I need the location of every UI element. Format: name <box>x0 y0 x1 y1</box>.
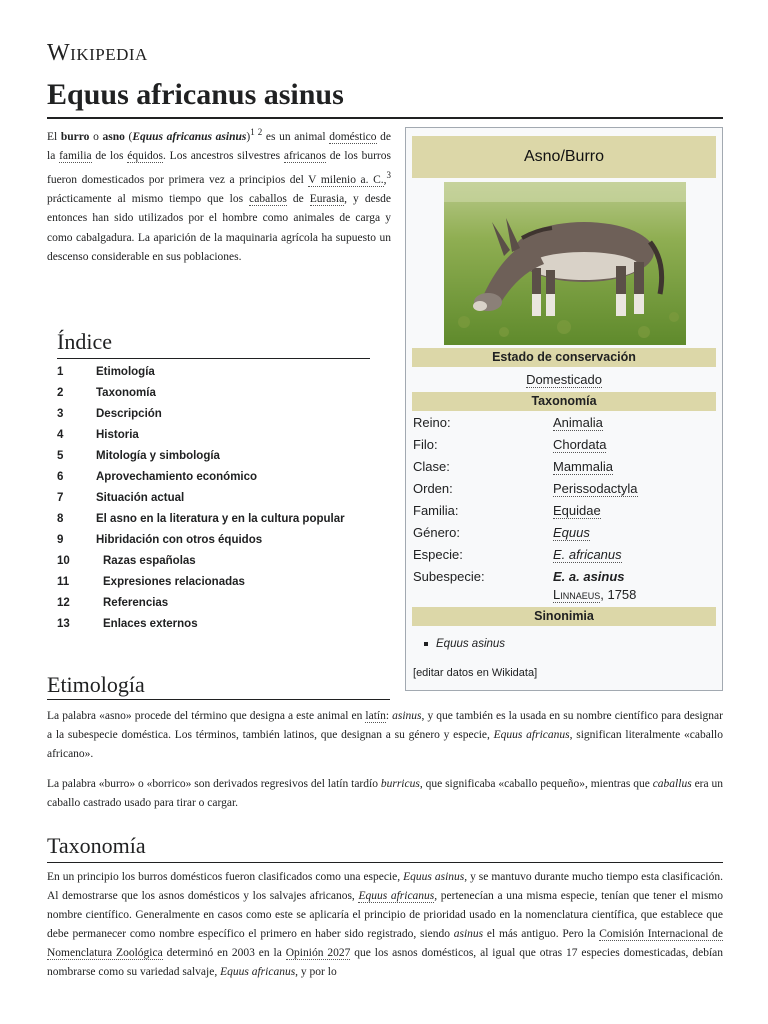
bullet-icon <box>424 642 428 646</box>
taxon-label: Subespecie: <box>413 569 485 584</box>
toc-label[interactable]: Hibridación con otros équidos <box>96 534 263 546</box>
etimologia-paragraph-1: La palabra «asno» procede del término que designa a este animal en latín: asinus, y que también es la usada en su nombre científico para designar a la subespecie doméstica. Los términos, también latinos, que designan a su género y especie, Equus africanus, significan literalmente «caballo africano». <box>47 710 724 760</box>
link-opinion-2027[interactable]: Opinión 2027 <box>285 947 351 959</box>
toc-label[interactable]: Historia <box>96 429 139 441</box>
link-caballos[interactable]: caballos <box>249 193 287 206</box>
taxon-row-orden <box>413 481 713 501</box>
taxon-row-subespecie <box>413 569 713 589</box>
lead-paragraph: El burro o asno (Equus africanus asinus)$^{1 2}$ es un animal doméstico de la familia de los équidos. Los ancestros silvestres africanos de los burros fueron domesticados por primera vez a principios del V milenio a. C.,$^3$ prácticamente al mismo tiempo que los caballos de Eurasia, y desde entonces han sido utilizados por el hombre como animales de carga y como cabalgadura. La aparición de la maquinaria agrícola ha supuesto un descenso considerable en sus poblaciones. <box>47 127 392 263</box>
toc-number: 2 <box>57 387 64 399</box>
page-title: Equus africanus asinus <box>47 78 344 111</box>
taxon-label: Reino: <box>413 415 451 430</box>
taxonomia-paragraph: En un principio los burros domésticos fueron clasificados como una especie, Equus asinus, y se mantuvo durante mucho tiempo esta clasificación. Al demostrarse que los asnos domésticos y los salvajes africanos, Equus africanus, pertenecían a una misma especie, tenían que tener el mismo nombre científico. Generalmente en casos como este se aplicaría el principio de prioridad usado en la nomenclatura científica, que establece que debe permanecer como nombre específico el primero en haber sido registrado, siendo asinus el más antiguo. Pero la Comisión Internacional de Nomenclatura Zoológica determinó en 2003 en la Opinión 2027 que los asnos domésticos, al igual que otras 17 especies domesticadas, debían nombrarse como su variedad salvaje, Equus africanus, y por lo <box>47 871 723 978</box>
toc-label[interactable]: El asno en la literatura y en la cultura popular <box>96 513 345 525</box>
heading-etimologia: Etimología <box>47 672 145 697</box>
toc-divider <box>57 358 370 359</box>
toc-number: 5 <box>57 450 64 462</box>
synonymy-header: Sinonimia <box>412 607 716 626</box>
taxon-value[interactable]: Perissodactyla <box>553 481 638 496</box>
taxon-row-especie <box>413 547 713 567</box>
toc-number: 10 <box>57 555 70 567</box>
donkey-illustration <box>444 182 686 345</box>
taxon-authority <box>413 587 713 607</box>
taxobox <box>405 127 723 691</box>
toc-number: 4 <box>57 429 64 441</box>
wikipedia-wordmark[interactable]: Wikipedia <box>47 40 148 66</box>
taxon-value[interactable]: Chordata <box>553 437 607 452</box>
toc-number: 12 <box>57 597 70 609</box>
link-domesticado[interactable]: Domesticado <box>526 372 602 387</box>
taxon-label: Género: <box>413 525 460 540</box>
conservation-header: Estado de conservación <box>412 348 716 367</box>
toc-label[interactable]: Etimología <box>96 366 155 378</box>
toc-number: 8 <box>57 513 64 525</box>
term-burro: burro <box>60 130 90 143</box>
taxon-row-reino <box>413 415 713 435</box>
taxon-row-clase <box>413 459 713 479</box>
link-eurasia[interactable]: Eurasia <box>309 193 345 206</box>
link-equus-africanus[interactable]: Equus africanus <box>358 890 435 902</box>
taxon-label: Clase: <box>413 459 450 474</box>
link-domestico[interactable]: doméstico <box>329 130 377 143</box>
edit-wikidata-link[interactable]: editar datos en Wikidata <box>416 667 535 679</box>
taxon-label: Filo: <box>413 437 438 452</box>
wikidata-edit: [editar datos en Wikidata] <box>413 667 538 679</box>
toc-label[interactable]: Descripción <box>96 408 162 420</box>
donkey-photo[interactable] <box>444 182 686 345</box>
toc-label[interactable]: Referencias <box>103 597 169 609</box>
toc-label[interactable]: Situación actual <box>96 492 185 504</box>
heading-divider <box>47 699 390 700</box>
title-divider <box>47 117 723 119</box>
etimologia-paragraph-2: La palabra «burro» o «borrico» son derivados regresivos del latín tardío burricus, que significaba «caballo pequeño», mientras que caballus era un caballo castrado usado para tirar o cargar. <box>47 778 723 809</box>
link-v-milenio[interactable]: V milenio a. C. <box>308 174 384 187</box>
link-equidos[interactable]: équidos <box>127 150 164 163</box>
taxon-value[interactable]: Equidae <box>553 503 601 518</box>
taxon-label: Familia: <box>413 503 459 518</box>
toc-number: 1 <box>57 366 64 378</box>
toc-number: 13 <box>57 618 70 630</box>
taxon-row-filo <box>413 437 713 457</box>
taxon-value: E. a. asinus <box>553 569 625 584</box>
taxonomy-header: Taxonomía <box>412 392 716 411</box>
toc-title: Índice <box>57 329 112 354</box>
link-familia[interactable]: familia <box>59 150 92 163</box>
toc-label[interactable]: Enlaces externos <box>103 618 198 630</box>
link-latin[interactable]: latín <box>365 710 386 722</box>
toc-number: 7 <box>57 492 64 504</box>
term-asno: asno <box>102 130 125 143</box>
taxon-row-genero <box>413 525 713 545</box>
link-comision-iczn[interactable]: Comisión Internacional de Nomenclatura Zoológica <box>47 928 723 959</box>
ref-3[interactable]: 3 <box>386 170 391 181</box>
heading-divider <box>47 862 723 863</box>
taxon-value[interactable]: Animalia <box>553 415 603 430</box>
toc-number: 3 <box>57 408 64 420</box>
taxon-value[interactable]: Equus <box>553 525 590 540</box>
conservation-value <box>412 372 716 387</box>
link-africanos[interactable]: africanos <box>283 150 326 163</box>
toc-label[interactable]: Aprovechamiento económico <box>96 471 258 483</box>
toc-label[interactable]: Razas españolas <box>103 555 196 567</box>
taxon-label: Especie: <box>413 547 463 562</box>
taxon-value[interactable]: Mammalia <box>553 459 613 474</box>
link-linnaeus[interactable]: Linnaeus <box>553 587 601 602</box>
toc-number: 11 <box>57 576 70 588</box>
taxon-row-familia <box>413 503 713 523</box>
authority-year: , 1758 <box>600 587 637 602</box>
toc-label[interactable]: Taxonomía <box>96 387 156 399</box>
synonym-name: Equus asinus <box>436 638 506 650</box>
toc-label[interactable]: Mitología y simbología <box>96 450 220 462</box>
synonym-item <box>424 638 505 650</box>
ref-1-2[interactable]: 1 2 <box>250 127 263 137</box>
taxobox-title: Asno/Burro <box>412 136 716 178</box>
toc-label[interactable]: Expresiones relacionadas <box>103 576 245 588</box>
toc-number: 6 <box>57 471 64 483</box>
heading-taxonomia: Taxonomía <box>47 833 146 858</box>
taxon-label: Orden: <box>413 481 453 496</box>
scientific-name: Equus africanus asinus <box>132 130 247 143</box>
taxon-value[interactable]: E. africanus <box>553 547 622 562</box>
toc-number: 9 <box>57 534 64 546</box>
